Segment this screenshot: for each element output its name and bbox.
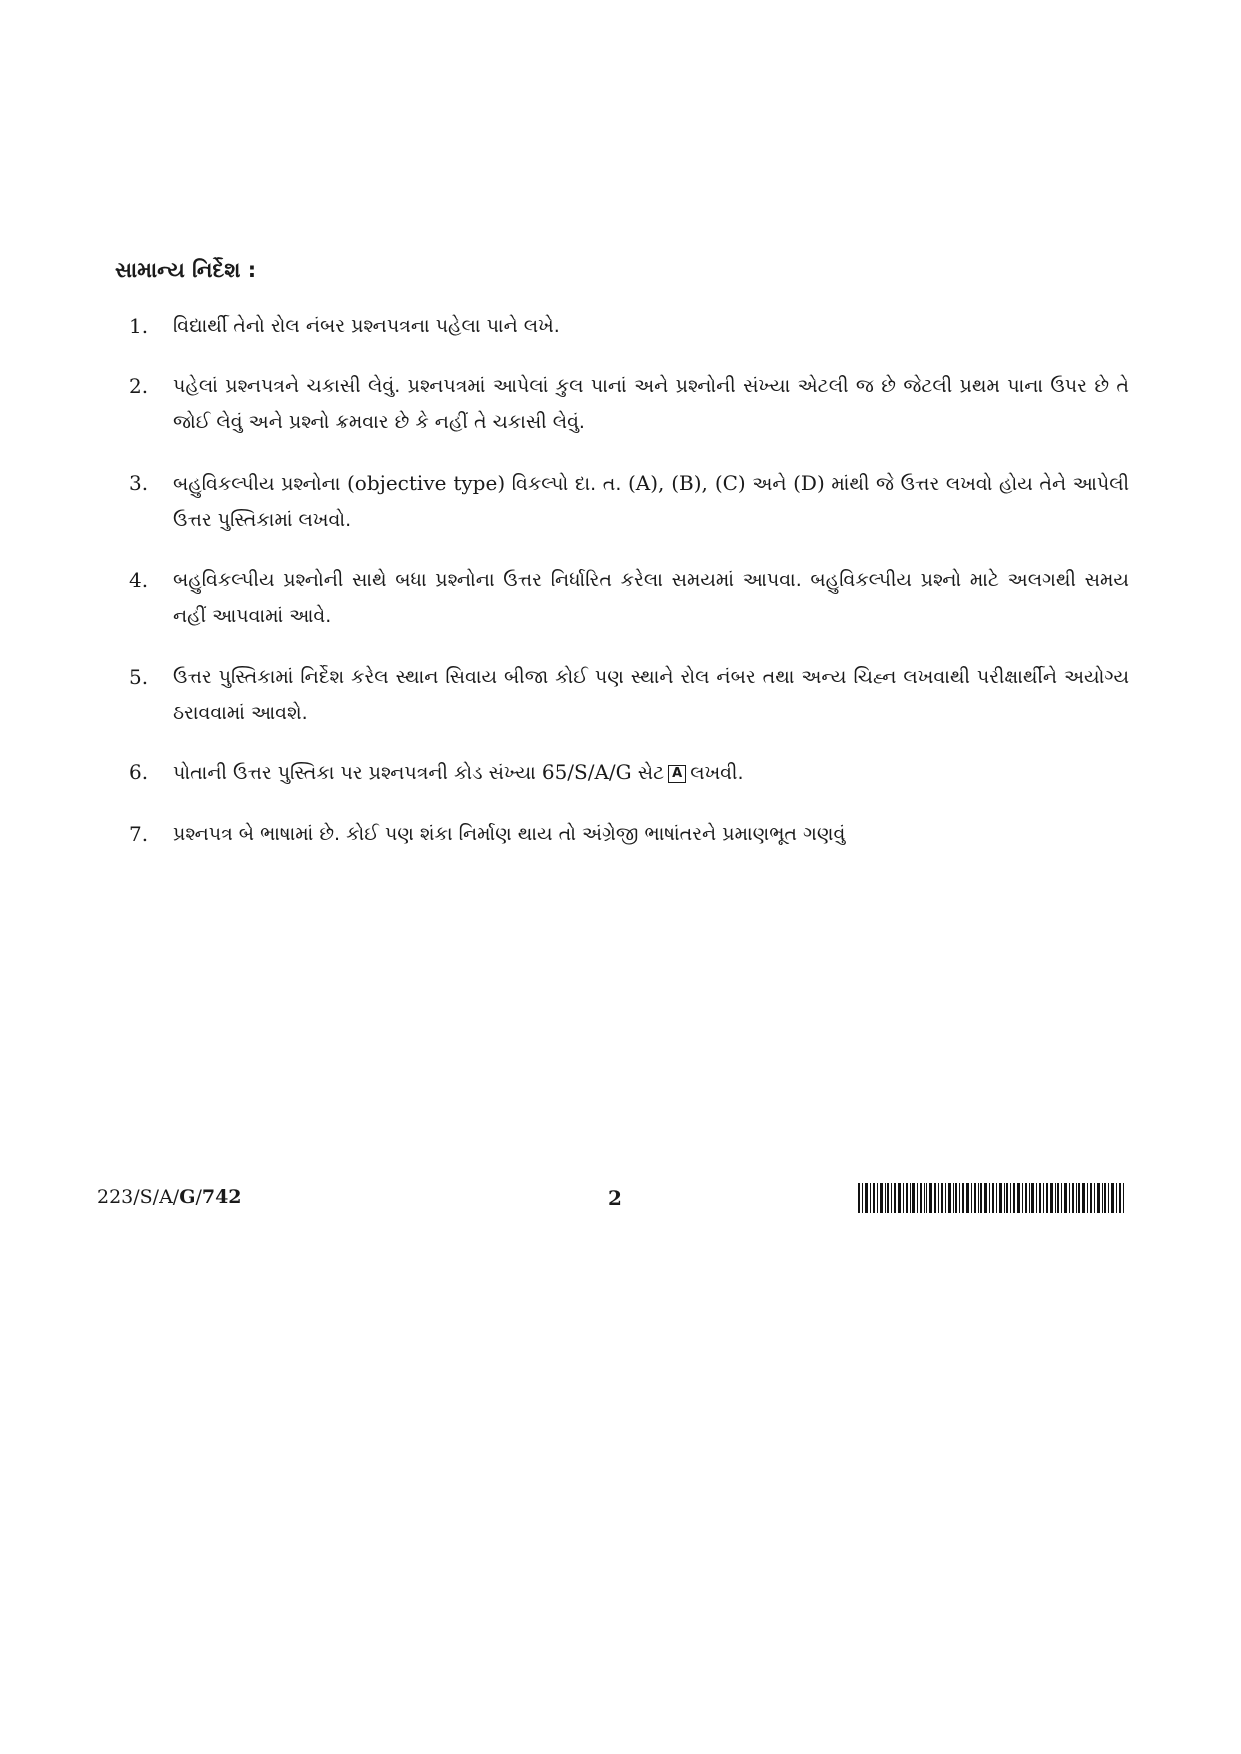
instruction-text-part: પોતાની ઉત્તર પુસ્તિકા પર પ્રશ્નપત્રની કોડ સંખ્યા: [173, 762, 536, 784]
general-instructions-heading: સામાન્ય નિર્દેશ :: [115, 258, 257, 282]
instruction-text: પહેલાં પ્રશ્નપત્રને ચકાસી લેવું. પ્રશ્નપત્રમાં આપેલાં કુલ પાનાં અને પ્રશ્નોની સંખ્યા એટલી જ છે જેટલી પ્રથમ પાના ઉપર છે તે જોઈ લેવું અને પ્રશ્નો ક્રમવાર છે કે નહીં તે ચકાસી લેવું.: [173, 375, 1129, 433]
instruction-number: 3.: [129, 471, 149, 495]
option-letter-d: (D): [793, 471, 825, 495]
option-letters: (A), (B), (C): [627, 471, 746, 495]
page-number: 2: [608, 1186, 622, 1210]
footer-code-number: 742: [201, 1186, 242, 1208]
instruction-number: 5.: [129, 665, 149, 689]
footer-code-prefix: 223/S/A/: [97, 1186, 180, 1208]
barcode-image: [858, 1183, 1124, 1213]
instruction-number: 4.: [129, 568, 149, 592]
instruction-number: 6.: [129, 760, 149, 784]
instruction-text-part: માંથી જે ઉત્તર લખવો હોય તેને આપેલી ઉત્તર પુસ્તિકામાં લખવો.: [173, 473, 1130, 531]
instruction-text: [173, 465, 1129, 538]
instruction-text: વિદ્યાર્થી તેનો રોલ નંબર પ્રશ્નપત્રના પહેલા પાને લખે.: [173, 315, 560, 337]
instruction-text-part: લખવી.: [690, 762, 744, 784]
footer-code-series: G: [179, 1186, 196, 1208]
objective-type-label: (objective type): [347, 471, 506, 495]
instruction-text: [173, 754, 1129, 791]
instruction-text-part: અને: [752, 473, 787, 495]
instruction-text-part: સેટ: [637, 762, 665, 784]
paper-code: 65/S/A/G: [541, 760, 632, 784]
footer-code-separator: /: [195, 1186, 202, 1208]
instruction-text: ઉત્તર પુસ્તિકામાં નિર્દેશ કરેલ સ્થાન સિવાય બીજા કોઈ પણ સ્થાને રોલ નંબર તથા અન્ય ચિહ્ન લખવાથી પરીક્ષાર્થીને અયોગ્ય ઠરાવવામાં આવશે.: [173, 666, 1129, 724]
footer-paper-code: [97, 1186, 242, 1208]
instruction-number: 1.: [129, 314, 149, 338]
instruction-number: 2.: [129, 374, 149, 398]
instruction-text-part: વિકલ્પો દા. ત.: [511, 473, 622, 495]
instruction-text: બહુવિકલ્પીય પ્રશ્નોની સાથે બધા પ્રશ્નોના ઉત્તર નિર્ધારિત કરેલા સમયમાં આપવા. બહુવિકલ્પીય પ્રશ્નો માટે અલગથી સમય નહીં આપવામાં આવે.: [173, 569, 1129, 627]
instruction-text: પ્રશ્નપત્ર બે ભાષામાં છે. કોઈ પણ શંકા નિર્માણ થાય તો અંગ્રેજી ભાષાંતરને પ્રમાણભૂત ગણવું: [173, 823, 846, 845]
instruction-number: 7.: [129, 822, 149, 846]
instruction-text-part: બહુવિકલ્પીય પ્રશ્નોના: [173, 473, 341, 495]
set-code-box: A: [668, 765, 686, 783]
